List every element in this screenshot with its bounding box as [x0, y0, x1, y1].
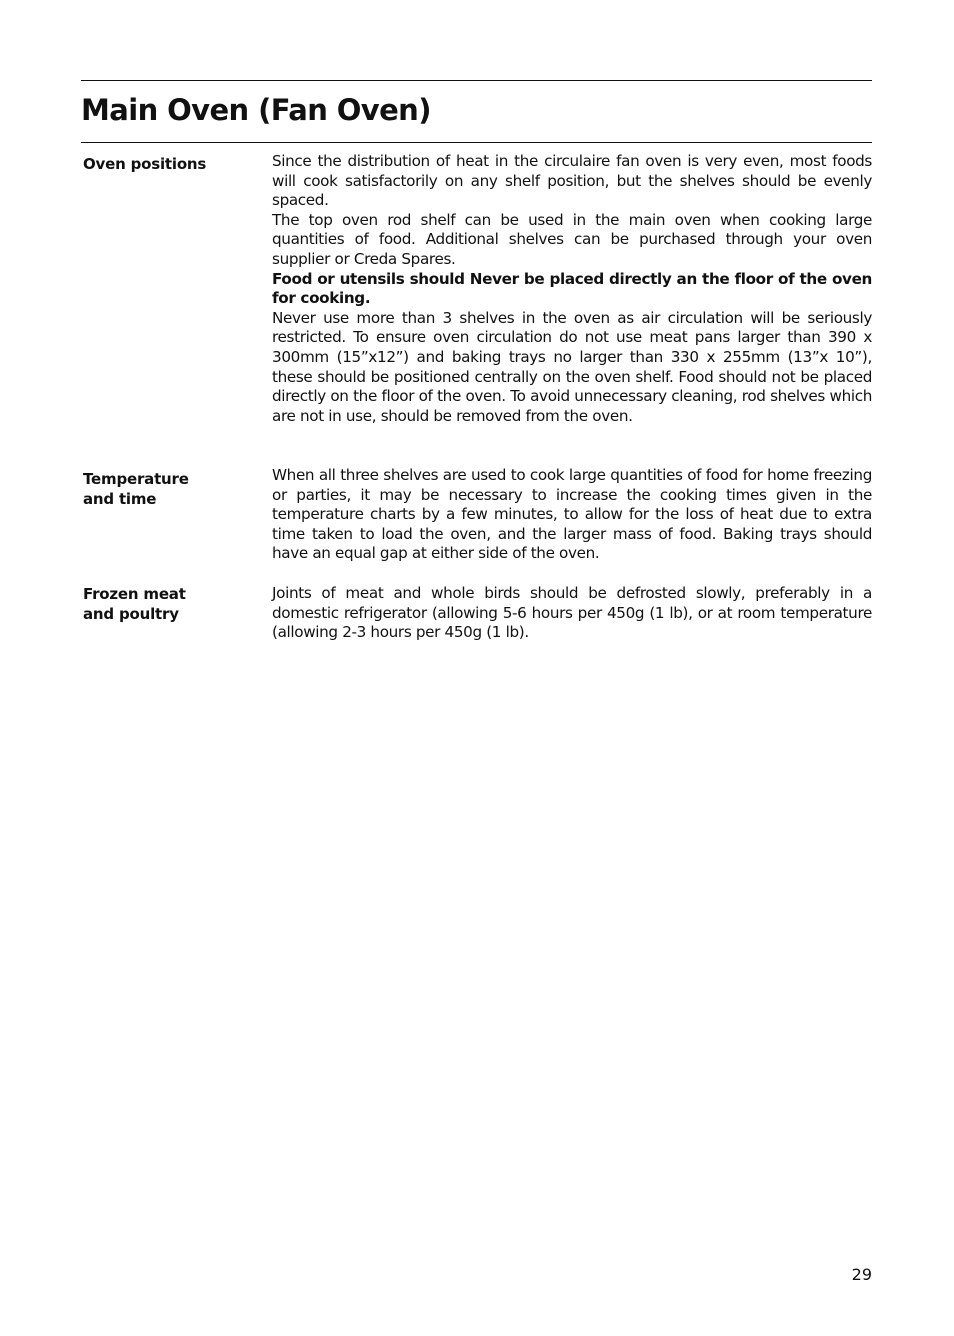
page-number: 29: [851, 1265, 872, 1284]
section-label-line: and time: [83, 490, 157, 508]
section-label: [83, 584, 263, 624]
paragraph: When all three shelves are used to cook large quantities of food for home freezing or parties, it may be necessary to increase the cooking times given in the temperature charts by a few minutes, to allow for the loss of heat due to extra time taken to load the oven, and the larger mass of food. Baking trays should have an equal gap at either side of the oven.: [272, 466, 872, 563]
header-rule-bottom: [81, 142, 872, 143]
paragraph: Never use more than 3 shelves in the oven as air circulation will be seriously restricted. To ensure oven circulation do not use meat pans larger than 390 x 300mm (15”x12”) and baking trays no larger than 330 x 255mm (13”x 10”), these should be positioned centrally on the oven shelf. Food should not be placed directly on the floor of the oven. To avoid unnecessary cleaning, rod shelves which are not in use, should be removed from the oven.: [272, 308, 872, 425]
section-label-line: and poultry: [83, 605, 179, 623]
section-label: [83, 469, 263, 509]
paragraph: Since the distribution of heat in the circulaire fan oven is very even, most foods will cook satisfactorily on any shelf position, but the shelves should be evenly spaced.: [272, 152, 872, 210]
header-rule-top: [81, 80, 872, 81]
section-body: [272, 466, 872, 564]
section-body: [272, 152, 872, 426]
paragraph: The top oven rod shelf can be used in the main oven when cooking large quantities of food. Additional shelves can be purchased through your oven supplier or Creda Spares.: [272, 210, 872, 268]
warning-paragraph: Food or utensils should Never be placed directly an the floor of the oven for cooking.: [272, 269, 872, 308]
section-label: [83, 154, 263, 174]
section-label-line: Frozen meat: [83, 585, 186, 603]
section-label-line: Temperature: [83, 470, 189, 488]
page-title: Main Oven (Fan Oven): [81, 93, 431, 127]
paragraph: Joints of meat and whole birds should be defrosted slowly, preferably in a domestic refrigerator (allowing 5-6 hours per 450g (1 lb), or at room temperature (allowing 2-3 hours per 450g (1 lb).: [272, 584, 872, 642]
section-label-line: Oven positions: [83, 155, 207, 173]
section-body: [272, 584, 872, 643]
